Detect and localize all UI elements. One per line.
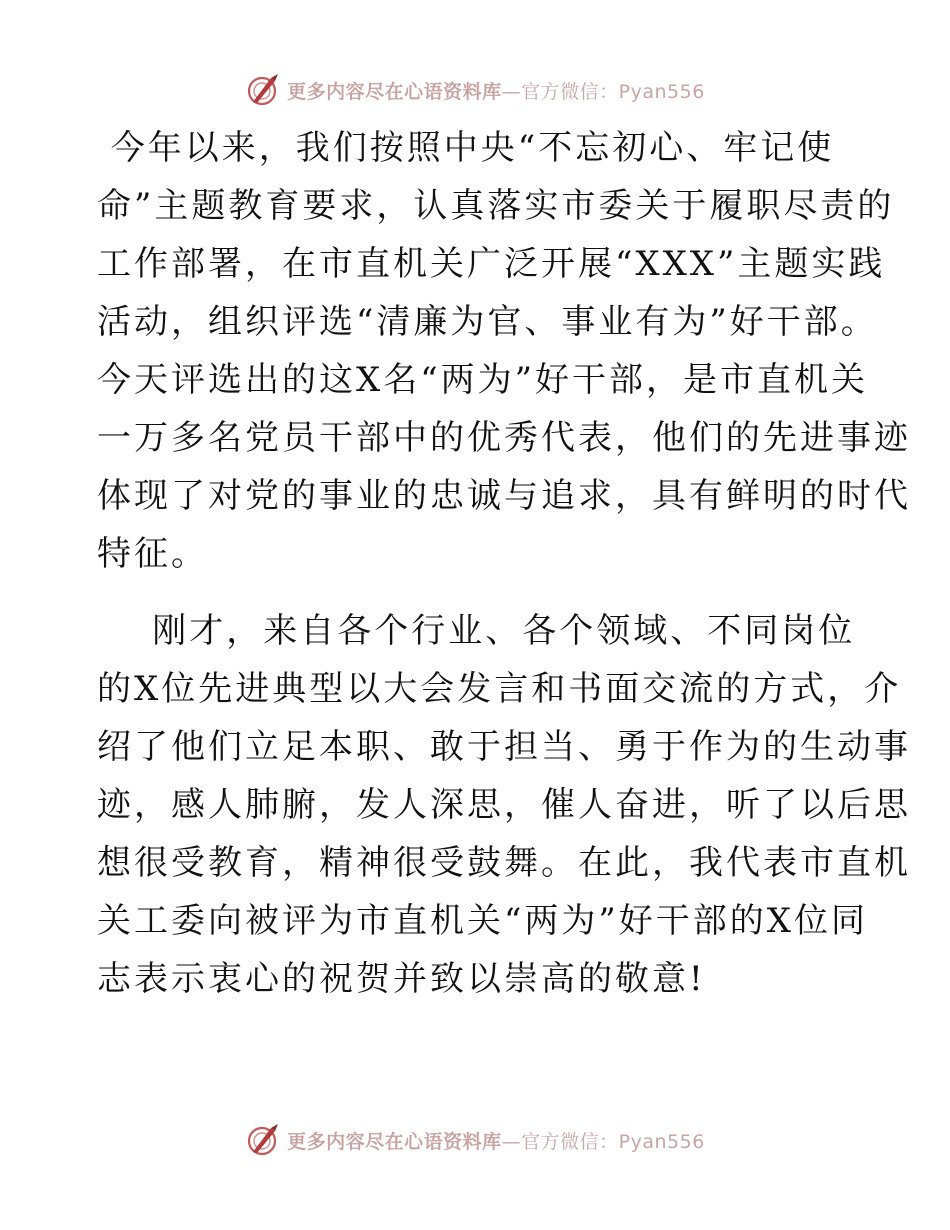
paragraph-line: 命”主题教育要求，认真落实市委关于履职尽责的 [97,186,895,226]
header-banner [0,70,950,110]
footer-banner-text [287,1127,705,1154]
paragraph-line: 一万多名党员干部中的优秀代表，他们的先进事迹 [97,418,911,458]
footer-wechat-text: 官方微信：Pyan556 [521,1130,705,1153]
quill-logo-icon [245,72,281,108]
paragraph-line: 志表示衷心的祝贺并致以崇高的敬意! [97,959,706,999]
footer-banner [0,1120,950,1160]
paragraph-line: 体现了对党的事业的忠诚与追求，具有鲜明的时代 [97,476,911,516]
header-dash: — [501,80,522,103]
paragraph-line: 今天评选出的这X名“两为”好干部，是市直机关 [97,360,868,400]
paragraph-1 [97,119,911,583]
quill-logo-icon [245,1122,281,1158]
paragraph-line: 迹，感人肺腑，发人深思，催人奋进，听了以后思 [97,785,911,825]
paragraph-line: 刚才，来自各个行业、各个领域、不同岗位 [97,611,856,651]
paragraph-line: 绍了他们立足本职、敢于担当、勇于作为的生动事 [97,727,911,767]
header-wechat-text: 官方微信：Pyan556 [521,80,705,103]
header-banner-text [287,77,705,104]
paragraph-line: 想很受教育，精神很受鼓舞。在此，我代表市直机 [97,843,911,883]
header-site-text: 更多内容尽在心语资料库 [287,80,502,103]
paragraph-line: 的X位先进典型以大会发言和书面交流的方式，介 [97,669,902,709]
paragraph-line: 今年以来，我们按照中央“不忘初心、牢记使 [97,128,835,168]
paragraph-line: 工作部署，在市直机关广泛开展“XXX”主题实践 [97,244,886,284]
footer-site-text: 更多内容尽在心语资料库 [287,1130,502,1153]
footer-dash: — [501,1130,522,1153]
paragraph-2 [97,602,911,1008]
paragraph-line: 关工委向被评为市直机关“两为”好干部的X位同 [97,901,868,941]
paragraph-line: 特征。 [97,534,208,574]
paragraph-line: 活动，组织评选“清廉为官、事业有为”好干部。 [97,302,878,342]
